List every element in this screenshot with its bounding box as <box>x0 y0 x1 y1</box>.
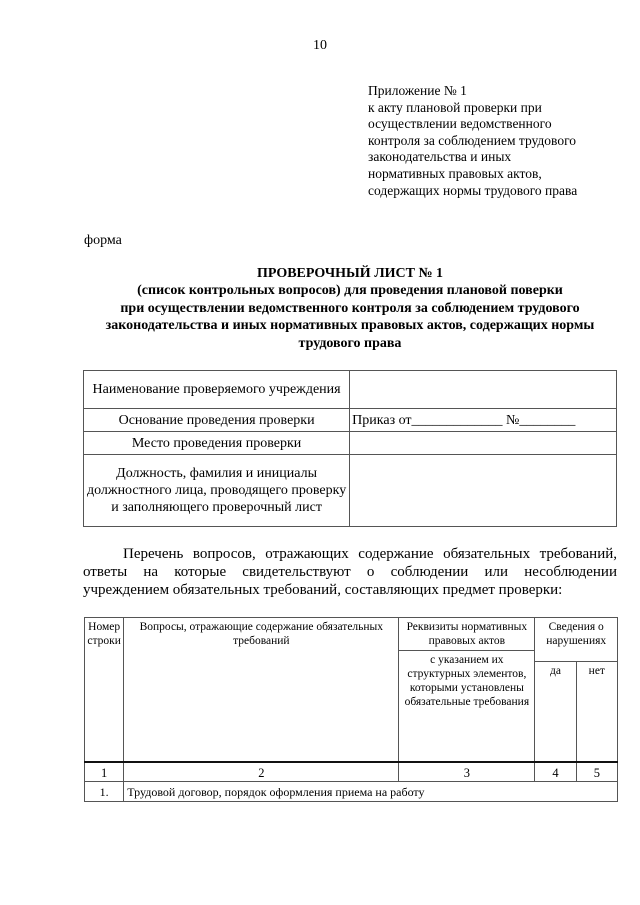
info-label: Основание проведения проверки <box>84 409 350 432</box>
header-requisites-bottom: с указанием их структурных элементов, которыми установлены обязательные требования <box>399 650 534 711</box>
title-line: при осуществлении ведомственного контроля за соблюдением трудового <box>120 300 580 316</box>
column-number: 1 <box>85 762 124 782</box>
title-main: ПРОВЕРОЧНЫЙ ЛИСТ № 1 <box>256 266 444 281</box>
header-row-number: Номер строки <box>85 618 124 762</box>
intro-paragraph: Перечень вопросов, отражающих содержание обязательных требований, ответы на которые свидетельствуют о соблюдении или несоблюдении учреждением обязательных требований, составляющих предмет проверки: <box>83 546 617 598</box>
row-question: Трудовой договор, порядок оформления приема на работу <box>124 782 618 802</box>
info-label: Должность, фамилия и инициалы должностного лица, проводящего проверку и заполняющего проверочный лист <box>84 455 350 527</box>
column-number-row <box>85 762 618 782</box>
info-row <box>84 455 617 527</box>
info-value-field[interactable]: Приказ от_____________ №________ <box>350 409 617 432</box>
header-violations: Сведения о нарушениях <box>535 618 618 662</box>
header-requisites-top: Реквизиты нормативных правовых актов <box>406 621 528 647</box>
header-questions: Вопросы, отражающие содержание обязательных требований <box>124 618 399 762</box>
appendix-line: нормативных правовых актов, <box>368 165 542 181</box>
info-value-field[interactable] <box>350 455 617 527</box>
appendix-line: к акту плановой проверки при <box>368 99 542 115</box>
document-title <box>80 265 620 352</box>
info-row <box>84 409 617 432</box>
header-requisites <box>399 618 535 762</box>
column-number: 5 <box>576 762 617 782</box>
column-number: 3 <box>399 762 535 782</box>
header-yes: да <box>535 662 576 762</box>
title-line: (список контрольных вопросов) для проведения плановой поверки <box>137 283 563 299</box>
title-line: законодательства и иных нормативных правовых актов, содержащих нормы <box>105 318 595 334</box>
page-number: 10 <box>313 38 327 53</box>
info-label: Место проведения проверки <box>84 432 350 455</box>
info-value-field[interactable] <box>350 432 617 455</box>
column-number: 2 <box>124 762 399 782</box>
title-line: трудового права <box>298 335 402 351</box>
info-row <box>84 371 617 409</box>
column-number: 4 <box>535 762 576 782</box>
appendix-line: Приложение № 1 <box>368 83 467 98</box>
form-label: форма <box>84 233 122 248</box>
info-table <box>83 370 617 527</box>
checklist-intro <box>83 545 617 599</box>
appendix-line: контроля за соблюдением трудового <box>368 132 577 148</box>
info-value-field[interactable] <box>350 371 617 409</box>
row-number: 1. <box>85 782 124 802</box>
info-row <box>84 432 617 455</box>
header-row <box>85 618 618 662</box>
appendix-line: осуществлении ведомственного <box>368 116 552 132</box>
info-label: Наименование проверяемого учреждения <box>84 371 350 409</box>
table-row <box>85 782 618 802</box>
header-no: нет <box>576 662 617 762</box>
appendix-line: законодательства и иных <box>368 149 512 165</box>
appendix-line: содержащих нормы трудового права <box>368 182 578 198</box>
checklist-table <box>84 617 618 802</box>
appendix-note <box>368 83 618 199</box>
